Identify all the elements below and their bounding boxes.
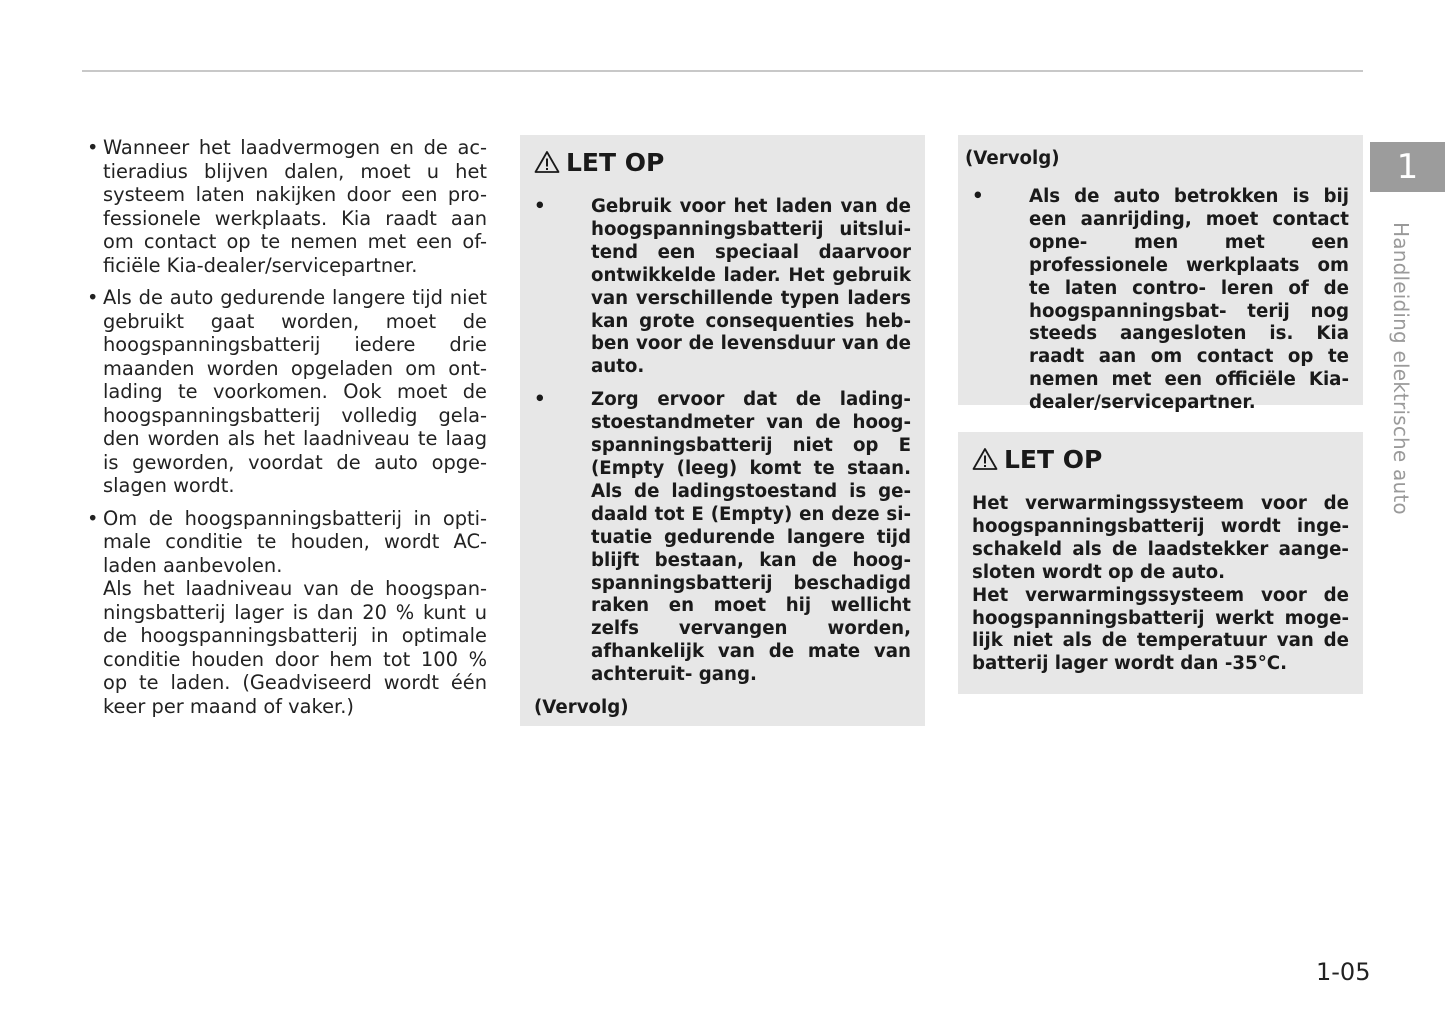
caution-title: LET OP [566, 147, 665, 177]
paragraph: Als het laadniveau van de hoogspan- ningsbatterij lager is dan 20 % kunt u de hoogspanningsbatterij in optimale conditie houden door hem tot 100 % op te laden. (Geadviseerd wordt één keer per maand of vaker.) [103, 577, 487, 718]
bullet-mark: • [87, 506, 99, 530]
page-number: 1-05 [1316, 958, 1371, 986]
caution-title: LET OP [1004, 444, 1103, 474]
caution-box-heating [958, 432, 1363, 694]
paragraph: Als de auto gedurende langere tijd niet gebruikt gaat worden, moet de hoogspanningsbatterij iedere drie maanden worden opgeladen om ont- lading te voorkomen. Ook moet de hoogspanningsbatterij volledig gela- den worden als het laadniveau te laag is geworden, voordat de auto opge- slagen wordt. [103, 286, 487, 497]
caution-text: Het verwarmingssysteem voor de hoogspanningsbatterij werkt moge- lijk niet als de temperatuur van de batterij lager wordt dan -35°C. [972, 584, 1349, 675]
chapter-title: Handleiding elektrische auto [1389, 222, 1413, 515]
bullet-mark: • [87, 136, 99, 159]
bullet-mark: • [534, 196, 546, 217]
caution-heading [534, 145, 911, 179]
list-item [86, 507, 487, 719]
caution-heading [972, 442, 1349, 476]
caution-text: Gebruik voor het laden van de hoogspanningsbatterij uitslui- tend een speciaal daarvoor ontwikkelde lader. Het gebruik van verschillende typen laders kan grote consequenties heb- ben voor de levensduur van de auto. [591, 196, 911, 378]
header-rule [82, 70, 1363, 72]
bullet-mark: • [972, 186, 984, 207]
warning-triangle-icon [534, 150, 560, 174]
continued-label: (Vervolg) [534, 697, 629, 719]
caution-box-charging [520, 135, 925, 726]
column-left [86, 136, 487, 727]
list-item [86, 136, 487, 277]
paragraph: Om de hoogspanningsbatterij in opti- male conditie te houden, wordt AC- laden aanbevolen. [103, 506, 487, 577]
warning-triangle-icon [972, 447, 998, 471]
paragraph: Wanneer het laadvermogen en de ac- tieradius blijven dalen, moet u het systeem laten nakijken door een pro- fessionele werkplaats. Kia raadt aan om contact op te nemen met een of- ficiële Kia-dealer/servicepartner. [103, 136, 487, 277]
list-item [86, 286, 487, 498]
caution-text: Als de auto betrokken is bij een aanrijding, moet contact opne- men met een professionele werkplaats om te laten contro- leren of de hoogspanningsbat- terij nog steeds aangesloten is. Kia raadt aan om contact op te nemen met een officiële Kia- dealer/servicepartner. [1029, 186, 1349, 414]
caution-item [965, 186, 1349, 415]
bullet-list [86, 136, 487, 718]
caution-text: Zorg ervoor dat de lading- stoestandmeter van de hoog- spanningsbatterij niet op E (Empty (leeg) komt te staan. Als de ladingstoestand is ge- daald tot E (Empty) en deze si- tuatie gedurende langere tijd blijft bestaan, kan de hoog- spanningsbatterij beschadigd raken en moet hij wellicht zelfs vervangen worden, afhankelijk van de mate van achteruit- gang. [591, 389, 911, 686]
bullet-mark: • [87, 286, 99, 309]
caution-item [534, 196, 911, 379]
bullet-mark: • [534, 389, 546, 411]
caution-text: Het verwarmingssysteem voor de hoogspanningsbatterij wordt inge- schakeld als de laadstekker aange- sloten wordt op de auto. [972, 493, 1349, 583]
chapter-tab: 1 [1370, 142, 1445, 192]
continued-label: (Vervolg) [965, 148, 1060, 169]
caution-box-continued [958, 135, 1363, 414]
caution-item [534, 389, 911, 687]
